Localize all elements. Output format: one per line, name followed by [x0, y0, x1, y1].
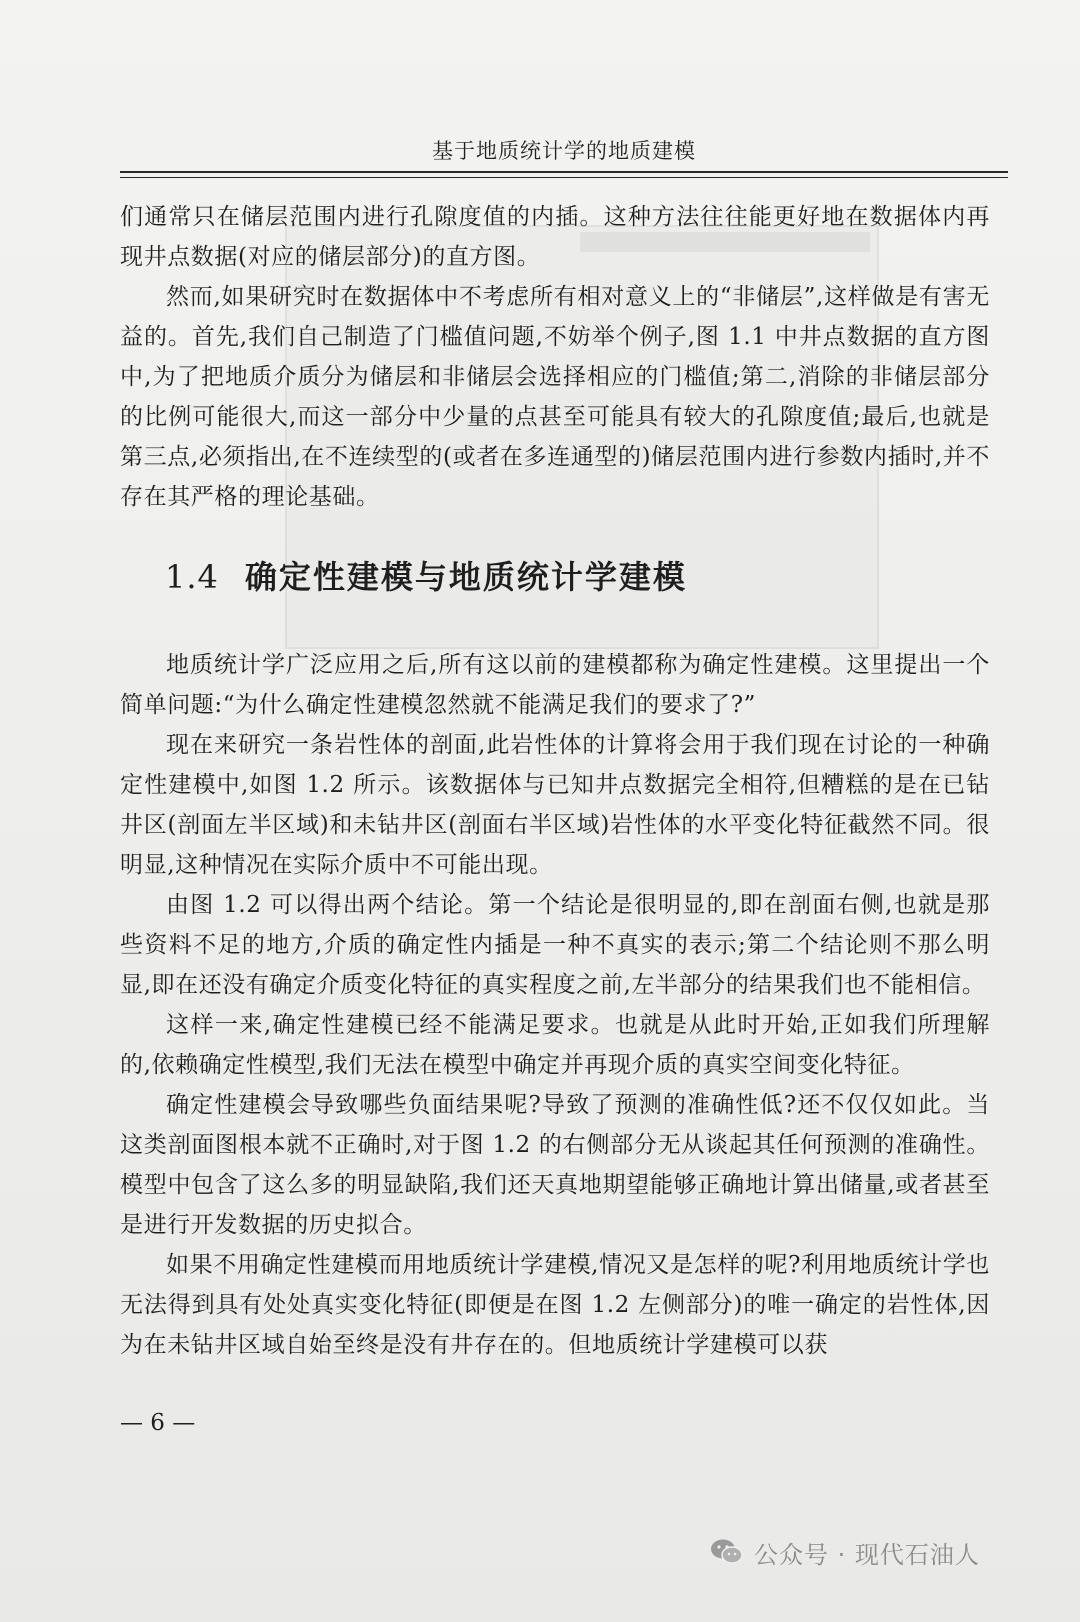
paragraph: 地质统计学广泛应用之后,所有这以前的建模都称为确定性建模。这里提出一个简单问题:“为什么确定性建模忽然就不能满足我们的要求了?” [120, 652, 990, 718]
text-block-after-section [120, 645, 990, 1365]
section-number: 1.4 [165, 558, 219, 596]
section-title: 确定性建模与地质统计学建模 [244, 558, 687, 596]
paragraph: 现在来研究一条岩性体的剖面,此岩性体的计算将会用于我们现在讨论的一种确定性建模中,如图 1.2 所示。该数据体与已知井点数据完全相符,但糟糕的是在已钻井区(剖面左半区域)和未钻井区(剖面右半区域)岩性体的水平变化特征截然不同。很明显,这种情况在实际介质中不可能出现。 [120, 732, 990, 878]
paragraph: 然而,如果研究时在数据体中不考虑所有相对意义上的“非储层”,这样做是有害无益的。首先,我们自己制造了门槛值问题,不妨举个例子,图 1.1 中井点数据的直方图中,为了把地质介质分为储层和非储层会选择相应的门槛值;第二,消除的非储层部分的比例可能很大,而这一部分中少量的点甚至可能具有较大的孔隙度值;最后,也就是第三点,必须指出,在不连续型的(或者在多连通型的)储层范围内进行参数内插时,并不存在其严格的理论基础。 [120, 284, 990, 510]
text-block-before-section [120, 197, 990, 517]
paragraph-continuation: 们通常只在储层范围内进行孔隙度值的内插。这种方法往往能更好地在数据体内再现井点数据(对应的储层部分)的直方图。 [120, 204, 990, 270]
wechat-icon [710, 1538, 744, 1566]
header-rule-thin [120, 177, 1008, 178]
paragraph: 如果不用确定性建模而用地质统计学建模,情况又是怎样的呢?利用地质统计学也无法得到具有处处真实变化特征(即便是在图 1.2 左侧部分)的唯一确定的岩性体,因为在未钻井区域自始至终是没有井存在的。但地质统计学建模可以获 [120, 1252, 990, 1358]
paragraph: 这样一来,确定性建模已经不能满足要求。也就是从此时开始,正如我们所理解的,依赖确定性模型,我们无法在模型中确定并再现介质的真实空间变化特征。 [120, 1012, 990, 1078]
page-number: — 6 — [120, 1410, 196, 1436]
running-header: 基于地质统计学的地质建模 [432, 139, 696, 163]
paragraph: 由图 1.2 可以得出两个结论。第一个结论是很明显的,即在剖面右侧,也就是那些资料不足的地方,介质的确定性内插是一种不真实的表示;第二个结论则不那么明显,即在还没有确定介质变化特征的真实程度之前,左半部分的结果我们也不能相信。 [120, 892, 990, 998]
watermark-text: 公众号 · 现代石油人 [754, 1540, 980, 1569]
header-rule-thick [120, 171, 1008, 173]
paragraph: 确定性建模会导致哪些负面结果呢?导致了预测的准确性低?还不仅仅如此。当这类剖面图根本就不正确时,对于图 1.2 的右侧部分无从谈起其任何预测的准确性。模型中包含了这么多的明显缺陷,我们还天真地期望能够正确地计算出储量,或者甚至是进行开发数据的历史拟合。 [120, 1092, 990, 1238]
section-heading [165, 555, 965, 599]
watermark [710, 1532, 980, 1572]
